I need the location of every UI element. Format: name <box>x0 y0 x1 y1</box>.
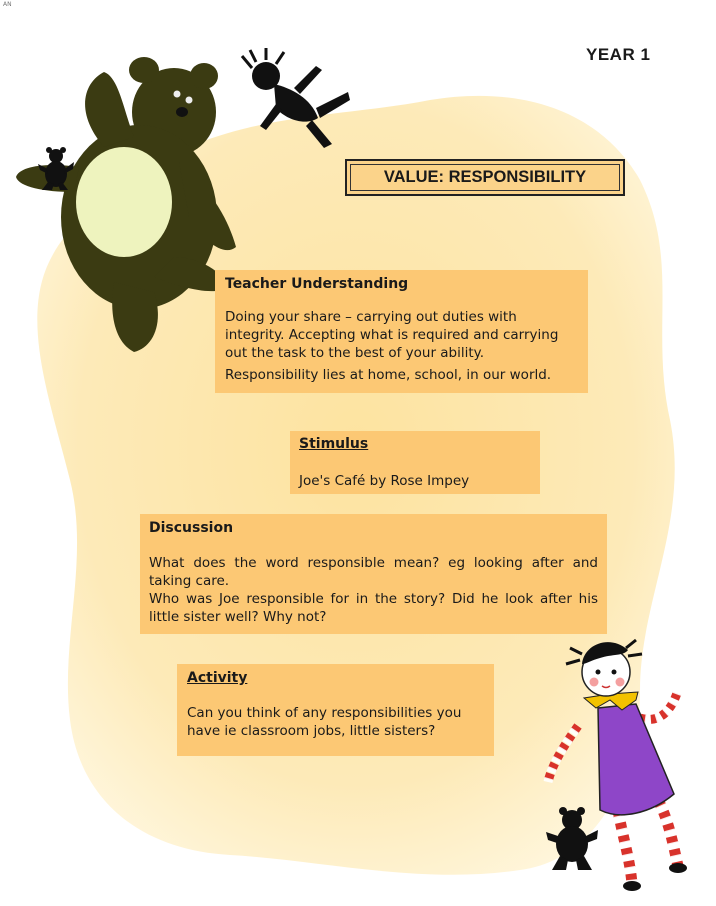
discussion-heading: Discussion <box>149 520 234 536</box>
bottom-bear-icon <box>544 806 600 872</box>
teddy-bear-icon <box>14 52 244 357</box>
teacher-understanding-text: Doing your share – carrying out duties with integrity. Accepting what is required and carrying out the task to the best of your ability. <box>225 309 559 361</box>
value-title: VALUE: RESPONSIBILITY <box>383 168 587 186</box>
discussion-question-2: Who was Joe responsible for in the story? Did he look after his little sister well? Why not? <box>149 591 598 625</box>
stimulus-box <box>290 431 540 494</box>
activity-heading: Activity <box>187 670 248 686</box>
activity-text: Can you think of any responsibilities you have ie classroom jobs, little sisters? <box>187 705 462 739</box>
doll-silhouette-icon <box>236 48 356 152</box>
teacher-understanding-note: Responsibility lies at home, school, in our world. <box>225 367 552 383</box>
value-title-box <box>345 159 625 196</box>
teacher-understanding-heading: Teacher Understanding <box>225 276 409 292</box>
stimulus-heading: Stimulus <box>299 436 369 452</box>
activity-box <box>177 664 494 756</box>
discussion-question-1: What does the word responsible mean? eg looking after and taking care. <box>149 555 598 589</box>
teacher-understanding-box <box>215 270 588 393</box>
corner-mark: AN <box>3 1 12 8</box>
small-bear-icon <box>36 146 76 192</box>
year-label: YEAR 1 <box>586 45 651 64</box>
stimulus-text: Joe's Café by Rose Impey <box>299 473 470 489</box>
discussion-box <box>140 514 607 634</box>
